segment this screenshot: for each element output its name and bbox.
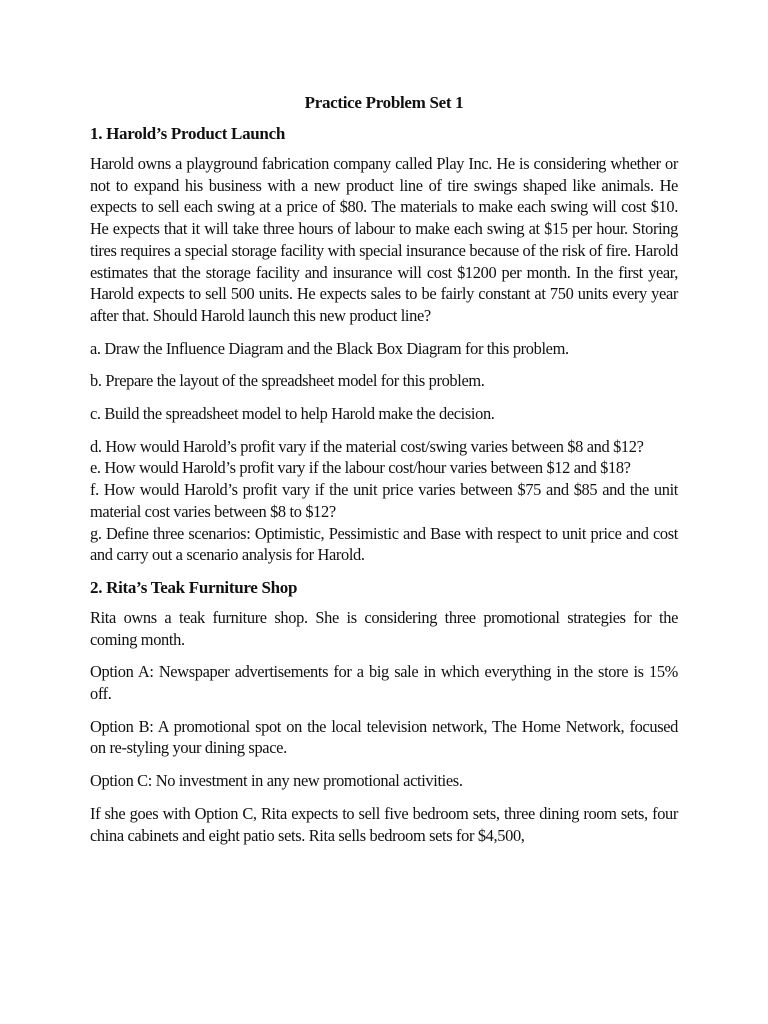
question-f: f. How would Harold’s profit vary if the unit price varies between $75 and $85 and the unit material cost varies between $8 to $12?	[90, 480, 678, 521]
rita-continuation-paragraph: If she goes with Option C, Rita expects to sell five bedroom sets, three dining room sets, four china cabinets and eight patio sets. Rita sells bedroom sets for $4,500,	[90, 803, 678, 845]
section-heading-harold: 1. Harold’s Product Launch	[90, 124, 285, 143]
question-d: d. How would Harold’s profit vary if the material cost/swing varies between $8 and $12?	[90, 436, 644, 456]
document-title: Practice Problem Set 1	[304, 93, 464, 112]
option-b-paragraph: Option B: A promotional spot on the local television network, The Home Network, focused on re-styling your dining space.	[90, 716, 678, 758]
question-a: a. Draw the Influence Diagram and the Black Box Diagram for this problem.	[90, 338, 569, 358]
rita-intro-paragraph: Rita owns a teak furniture shop. She is considering three promotional strategies for the coming month.	[90, 607, 678, 649]
option-c-paragraph: Option C: No investment in any new promotional activities.	[90, 771, 463, 791]
question-e: e. How would Harold’s profit vary if the labour cost/hour varies between $12 and $18?	[90, 458, 631, 478]
harold-problem-paragraph: Harold owns a playground fabrication company called Play Inc. He is considering whether or not to expand his business with a new product line of tire swings shaped like animals. He expects to sell each swing at a price of $80. The materials to make each swing will cost $10. He expects that it will take three hours of labour to make each swing at $15 per hour. Storing tires requires a special storage facility with special insurance because of the risk of fire. Harold estimates that the storage facility and insurance will cost $1200 per month. In the first year, Harold expects to sell 500 units. He expects sales to be fairly constant at 750 units every year after that. Should Harold launch this new product line?	[90, 154, 678, 325]
question-g: g. Define three scenarios: Optimistic, Pessimistic and Base with respect to unit price and cost and carry out a scenario analysis for Harold.	[90, 523, 678, 565]
document-page	[90, 92, 678, 857]
question-b: b. Prepare the layout of the spreadsheet model for this problem.	[90, 371, 485, 391]
questions-d-to-g	[90, 436, 678, 566]
question-c: c. Build the spreadsheet model to help Harold make the decision.	[90, 404, 495, 424]
option-a-paragraph: Option A: Newspaper advertisements for a big sale in which everything in the store is 15% off.	[90, 662, 678, 704]
section-heading-rita: 2. Rita’s Teak Furniture Shop	[90, 577, 298, 597]
